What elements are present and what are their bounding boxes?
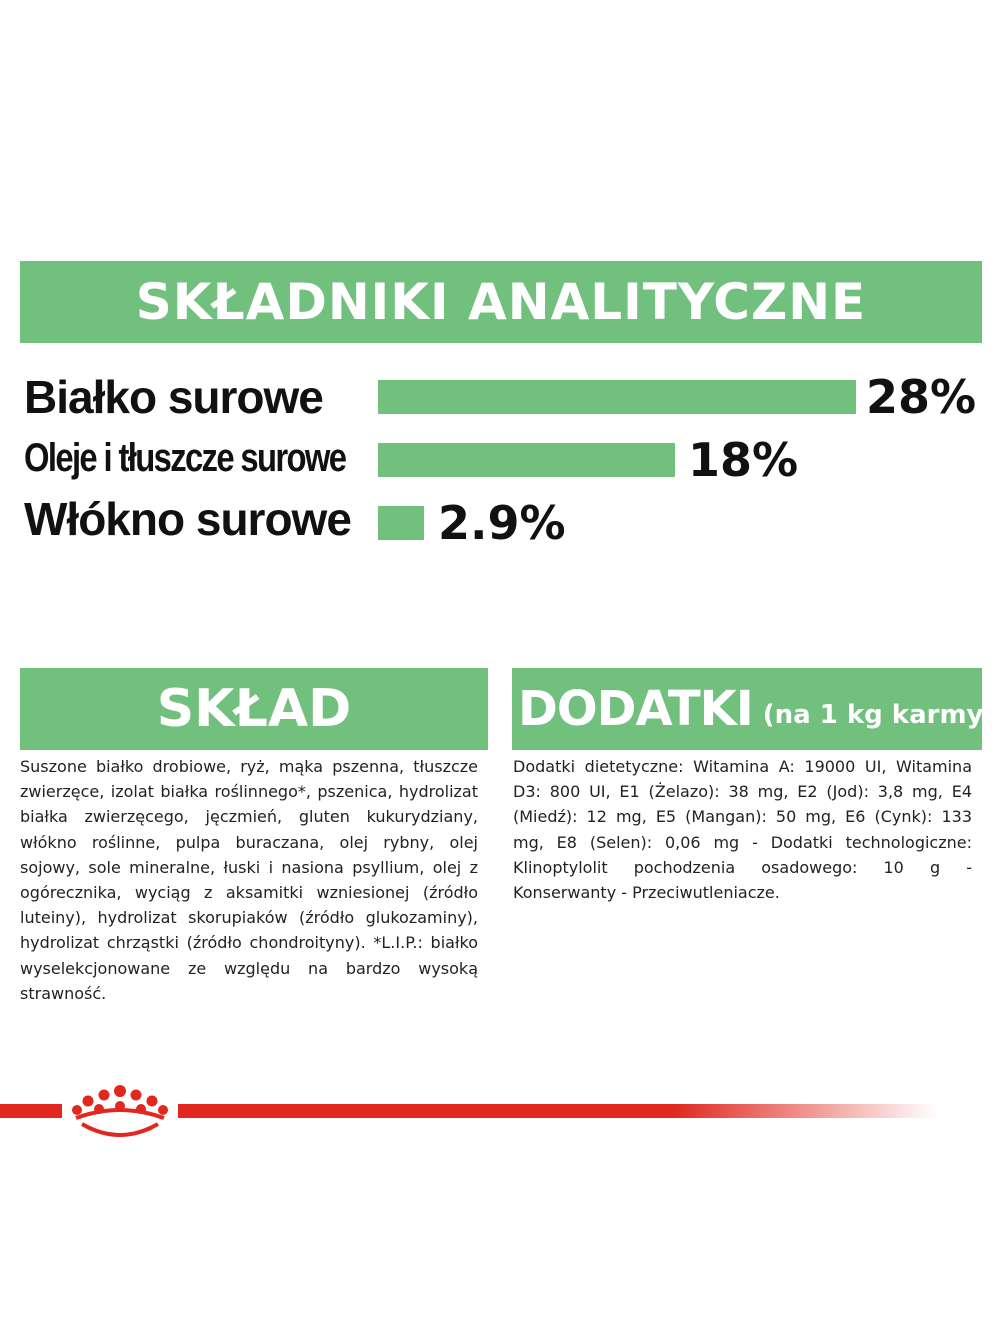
nutrient-value-protein: 28% (866, 370, 977, 424)
brand-line-right (178, 1104, 938, 1118)
nutrient-value-fat: 18% (688, 433, 799, 487)
nutrient-label-fibre: Włókno surowe (24, 493, 351, 545)
brand-line-left (0, 1104, 62, 1118)
analytic-title-banner (20, 261, 982, 343)
additives-text: Dodatki dietetyczne: Witamina A: 19000 UI, Witamina D3: 800 UI, E1 (Żelazo): 38 mg, E2 (Jod): 3,8 mg, E4 (Miedź): 12 mg, E5 (Mangan): 50 mg, E6 (Cynk): 133 mg, E8 (Selen): 0,06 mg - Dodatki technologiczne: Klinoptylolit pochodzenia osadowego: 10 g - Konserwanty - Przeciwutleniacze. (513, 757, 972, 903)
composition-title-banner (20, 668, 488, 750)
nutrient-bar-fat (378, 443, 675, 477)
additives-subtitle: (na 1 kg karmy) (762, 700, 996, 730)
royal-canin-crown-icon (66, 1082, 174, 1138)
composition-text: Suszone białko drobiowe, ryż, mąka pszenna, tłuszcze zwierzęce, izolat białka roślinnego*, pszenica, hydrolizat białka zwierzęcego, jęczmień, gluten kukurydziany, włókno roślinne, pulpa buraczana, olej rybny, olej sojowy, sole mineralne, łuski i nasiona psyllium, olej z ogórecznika, wyciąg z aksamitki wzniesionej (źródło luteiny), hydrolizat skorupiaków (źródło glukozaminy), hydrolizat chrząstki (źródło chondroityny). *L.I.P.: białko wyselekcjonowane ze względu na bardzo wysoką strawność. (20, 757, 478, 1003)
additives-title: DODATKI (518, 681, 753, 737)
additives-title-banner (512, 668, 996, 750)
nutrient-label-protein: Białko surowe (24, 371, 323, 423)
nutrient-bar-fibre (378, 506, 424, 540)
nutrient-bar-protein (378, 380, 856, 414)
composition-title: SKŁAD (156, 679, 352, 739)
nutrient-label-fat: Oleje i tłuszcze surowe (24, 436, 346, 480)
analytic-title: SKŁADNIKI ANALITYCZNE (135, 273, 867, 331)
nutrient-value-fibre: 2.9% (438, 496, 566, 550)
